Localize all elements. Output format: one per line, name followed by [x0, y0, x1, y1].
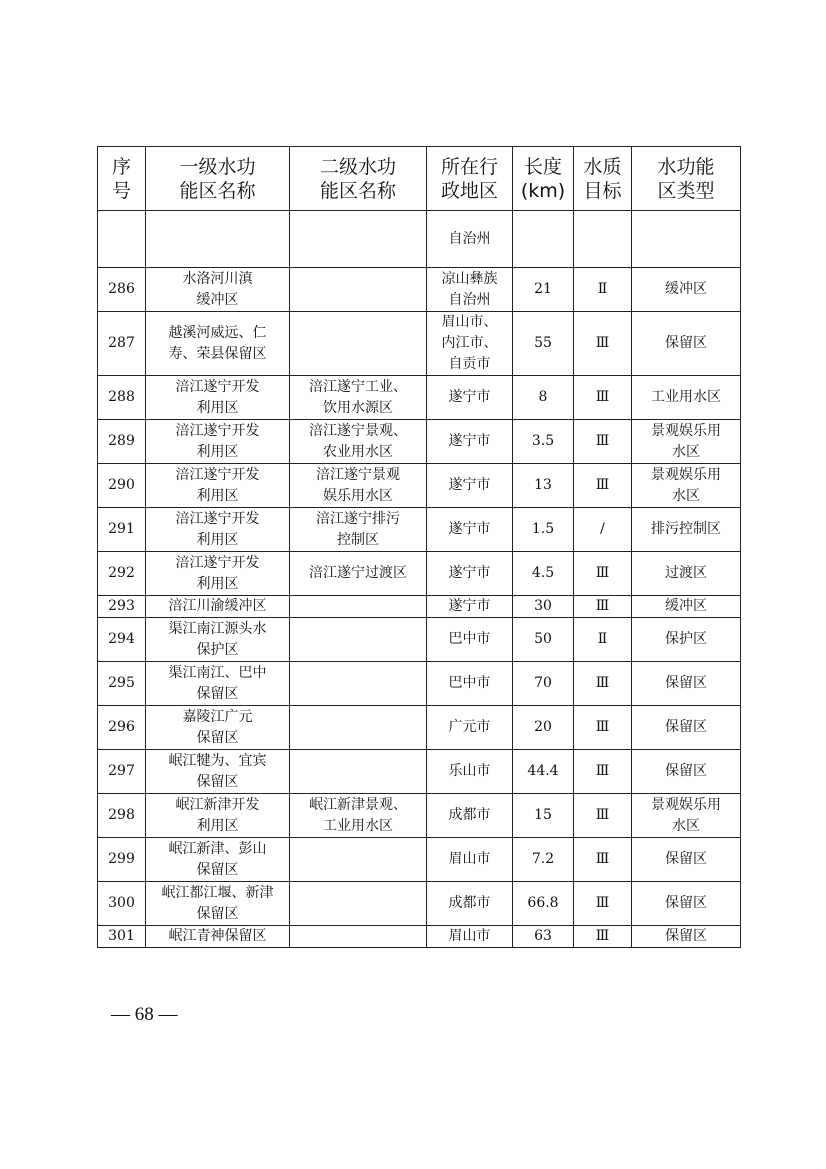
- cell-quality: Ⅲ: [574, 706, 632, 750]
- cell-quality: /: [574, 508, 632, 552]
- table-row: [98, 618, 741, 662]
- cell-index: 297: [98, 750, 146, 794]
- cell-primary: 涪江遂宁开发 利用区: [146, 464, 290, 508]
- cell-secondary: [290, 662, 427, 706]
- cell-type: 排污控制区: [632, 508, 741, 552]
- cell-length: 20: [513, 706, 574, 750]
- table-row: [98, 882, 741, 926]
- cell-primary: 涪江遂宁开发 利用区: [146, 508, 290, 552]
- cell-length: 7.2: [513, 838, 574, 882]
- table-row: [98, 312, 741, 376]
- cell-type: 保留区: [632, 882, 741, 926]
- cell-region: 眉山市: [427, 926, 513, 948]
- cell-secondary: [290, 618, 427, 662]
- cell-index: 287: [98, 312, 146, 376]
- cell-index: 293: [98, 596, 146, 618]
- cell-primary: 岷江犍为、宜宾 保留区: [146, 750, 290, 794]
- table-row: [98, 662, 741, 706]
- cell-type: 缓冲区: [632, 268, 741, 312]
- cell-quality: Ⅲ: [574, 838, 632, 882]
- cell-region: 乐山市: [427, 750, 513, 794]
- cell-length: 8: [513, 376, 574, 420]
- cell-region: 遂宁市: [427, 508, 513, 552]
- cell-secondary: [290, 268, 427, 312]
- cell-index: [98, 211, 146, 268]
- cell-primary: 岷江青神保留区: [146, 926, 290, 948]
- cell-quality: Ⅲ: [574, 552, 632, 596]
- cell-length: 30: [513, 596, 574, 618]
- table-row: [98, 926, 741, 948]
- table-row: [98, 552, 741, 596]
- cell-quality: Ⅲ: [574, 926, 632, 948]
- cell-region: 巴中市: [427, 618, 513, 662]
- cell-primary: 涪江遂宁开发 利用区: [146, 376, 290, 420]
- cell-index: 291: [98, 508, 146, 552]
- cell-index: 296: [98, 706, 146, 750]
- cell-length: 13: [513, 464, 574, 508]
- cell-type: 保留区: [632, 312, 741, 376]
- cell-quality: Ⅲ: [574, 376, 632, 420]
- table-row: [98, 376, 741, 420]
- cell-index: 300: [98, 882, 146, 926]
- cell-primary: 渠江南江、巴中 保留区: [146, 662, 290, 706]
- cell-length: 55: [513, 312, 574, 376]
- cell-secondary: [290, 706, 427, 750]
- cell-index: 288: [98, 376, 146, 420]
- cell-type: 保留区: [632, 706, 741, 750]
- header-length: 长度 (km): [513, 147, 574, 211]
- cell-index: 292: [98, 552, 146, 596]
- header-zone-type: 水功能 区类型: [632, 147, 741, 211]
- page-number: — 68 —: [111, 1004, 178, 1025]
- table-row: [98, 420, 741, 464]
- cell-type: 保留区: [632, 750, 741, 794]
- cell-index: 295: [98, 662, 146, 706]
- cell-region: 遂宁市: [427, 596, 513, 618]
- cell-length: 66.8: [513, 882, 574, 926]
- cell-quality: Ⅲ: [574, 464, 632, 508]
- table-row-continuation: [98, 211, 741, 268]
- header-region: 所在行 政地区: [427, 147, 513, 211]
- cell-primary: 渠江南江源头水 保护区: [146, 618, 290, 662]
- cell-quality: Ⅲ: [574, 420, 632, 464]
- cell-type: 保留区: [632, 838, 741, 882]
- cell-region: 自治州: [427, 211, 513, 268]
- water-function-zone-table: [97, 146, 741, 948]
- cell-region: 眉山市、 内江市、 自贡市: [427, 312, 513, 376]
- cell-length: 3.5: [513, 420, 574, 464]
- table-row: [98, 268, 741, 312]
- cell-primary: 越溪河威远、仁 寿、荣县保留区: [146, 312, 290, 376]
- cell-quality: Ⅲ: [574, 794, 632, 838]
- cell-secondary: 涪江遂宁过渡区: [290, 552, 427, 596]
- cell-region: 凉山彝族 自治州: [427, 268, 513, 312]
- cell-secondary: 岷江新津景观、 工业用水区: [290, 794, 427, 838]
- cell-secondary: [290, 211, 427, 268]
- table-header-row: [98, 147, 741, 211]
- cell-type: 保留区: [632, 926, 741, 948]
- header-secondary-zone: 二级水功 能区名称: [290, 147, 427, 211]
- cell-index: 299: [98, 838, 146, 882]
- cell-length: 50: [513, 618, 574, 662]
- cell-secondary: [290, 312, 427, 376]
- cell-type: 过渡区: [632, 552, 741, 596]
- table-row: [98, 464, 741, 508]
- cell-index: 289: [98, 420, 146, 464]
- cell-primary: 嘉陵江广元 保留区: [146, 706, 290, 750]
- cell-length: 15: [513, 794, 574, 838]
- cell-type: [632, 211, 741, 268]
- cell-type: 景观娱乐用 水区: [632, 420, 741, 464]
- cell-region: 眉山市: [427, 838, 513, 882]
- table-row: [98, 750, 741, 794]
- cell-secondary: [290, 882, 427, 926]
- cell-length: 44.4: [513, 750, 574, 794]
- table-row: [98, 706, 741, 750]
- cell-quality: Ⅱ: [574, 268, 632, 312]
- cell-primary: 涪江川渝缓冲区: [146, 596, 290, 618]
- cell-primary: 岷江新津、彭山 保留区: [146, 838, 290, 882]
- cell-region: 遂宁市: [427, 420, 513, 464]
- cell-length: 70: [513, 662, 574, 706]
- cell-quality: Ⅲ: [574, 750, 632, 794]
- cell-index: 301: [98, 926, 146, 948]
- cell-quality: Ⅲ: [574, 596, 632, 618]
- table-row: [98, 596, 741, 618]
- cell-type: 缓冲区: [632, 596, 741, 618]
- cell-primary: 岷江都江堰、新津 保留区: [146, 882, 290, 926]
- cell-quality: Ⅱ: [574, 618, 632, 662]
- cell-secondary: [290, 838, 427, 882]
- cell-secondary: 涪江遂宁工业、 饮用水源区: [290, 376, 427, 420]
- cell-index: 294: [98, 618, 146, 662]
- cell-region: 遂宁市: [427, 376, 513, 420]
- header-index: 序 号: [98, 147, 146, 211]
- cell-primary: 水洛河川滇 缓冲区: [146, 268, 290, 312]
- cell-primary: 涪江遂宁开发 利用区: [146, 420, 290, 464]
- cell-primary: 岷江新津开发 利用区: [146, 794, 290, 838]
- cell-region: 巴中市: [427, 662, 513, 706]
- cell-region: 成都市: [427, 794, 513, 838]
- cell-secondary: [290, 596, 427, 618]
- cell-index: 286: [98, 268, 146, 312]
- cell-type: 工业用水区: [632, 376, 741, 420]
- table-row: [98, 508, 741, 552]
- cell-region: 遂宁市: [427, 464, 513, 508]
- cell-length: [513, 211, 574, 268]
- cell-region: 广元市: [427, 706, 513, 750]
- cell-quality: [574, 211, 632, 268]
- cell-type: 景观娱乐用 水区: [632, 794, 741, 838]
- cell-type: 景观娱乐用 水区: [632, 464, 741, 508]
- cell-quality: Ⅲ: [574, 312, 632, 376]
- cell-quality: Ⅲ: [574, 882, 632, 926]
- cell-secondary: [290, 750, 427, 794]
- cell-primary: [146, 211, 290, 268]
- cell-secondary: 涪江遂宁景观、 农业用水区: [290, 420, 427, 464]
- cell-secondary: 涪江遂宁排污 控制区: [290, 508, 427, 552]
- cell-primary: 涪江遂宁开发 利用区: [146, 552, 290, 596]
- cell-secondary: [290, 926, 427, 948]
- cell-length: 21: [513, 268, 574, 312]
- cell-quality: Ⅲ: [574, 662, 632, 706]
- cell-length: 1.5: [513, 508, 574, 552]
- cell-type: 保护区: [632, 618, 741, 662]
- cell-region: 成都市: [427, 882, 513, 926]
- header-primary-zone: 一级水功 能区名称: [146, 147, 290, 211]
- cell-secondary: 涪江遂宁景观 娱乐用水区: [290, 464, 427, 508]
- cell-type: 保留区: [632, 662, 741, 706]
- cell-index: 298: [98, 794, 146, 838]
- cell-region: 遂宁市: [427, 552, 513, 596]
- table-row: [98, 838, 741, 882]
- header-quality: 水质 目标: [574, 147, 632, 211]
- table-row: [98, 794, 741, 838]
- cell-length: 4.5: [513, 552, 574, 596]
- cell-length: 63: [513, 926, 574, 948]
- cell-index: 290: [98, 464, 146, 508]
